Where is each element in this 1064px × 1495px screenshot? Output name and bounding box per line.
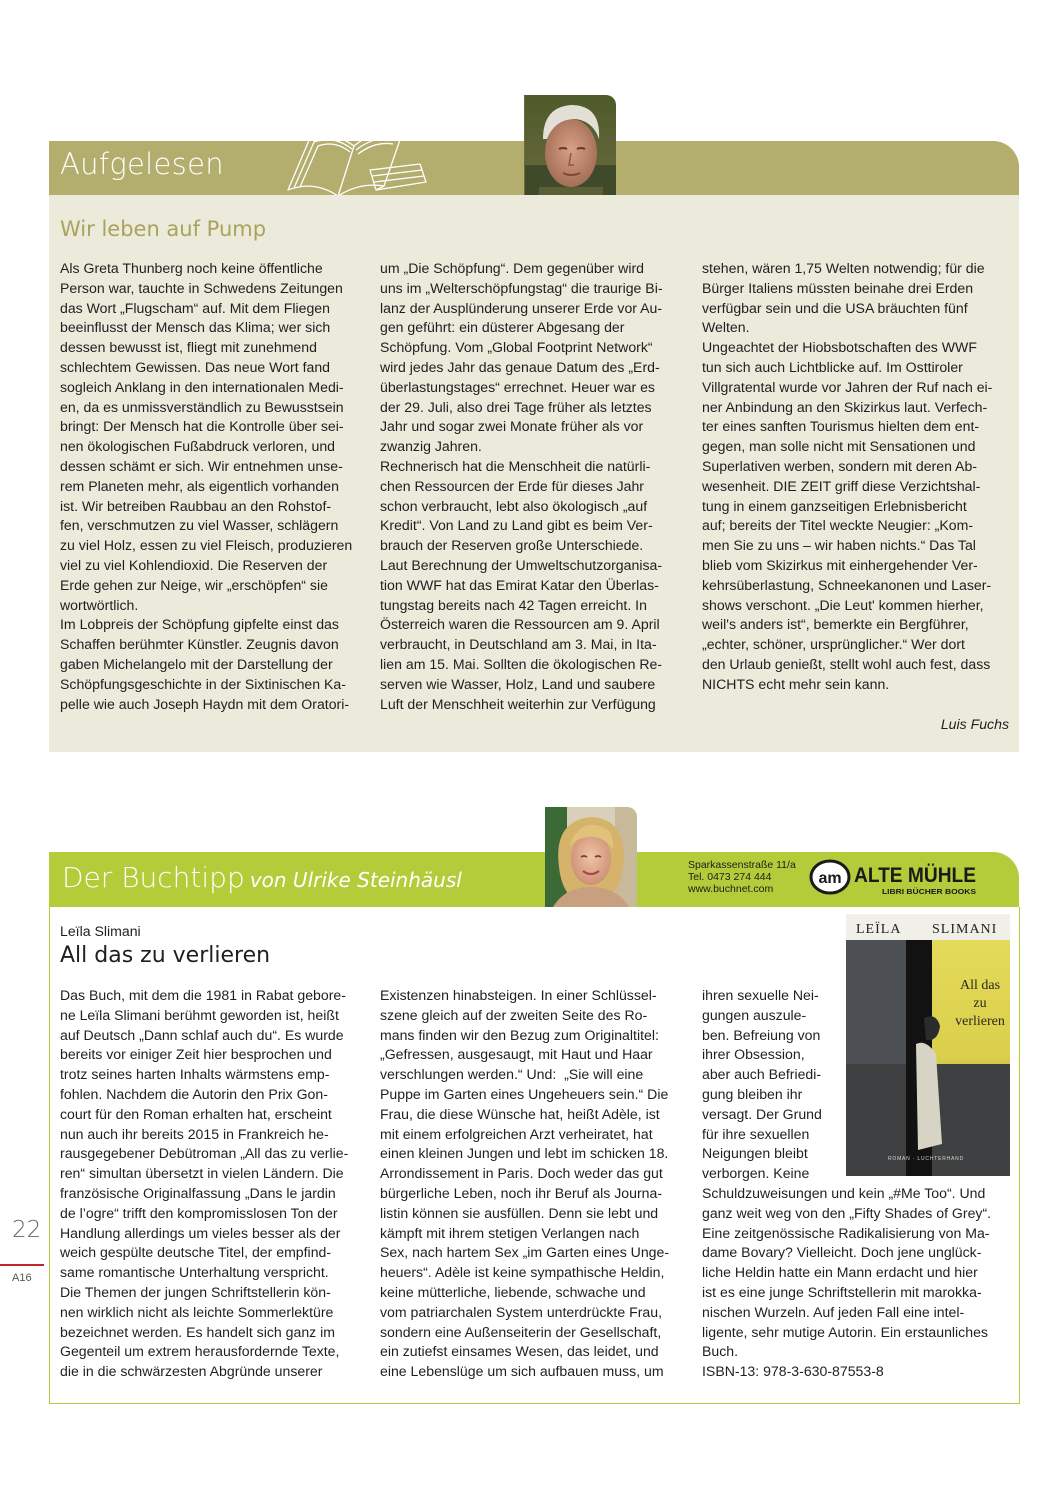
page-number: 22 bbox=[12, 1217, 42, 1243]
text-line: Handlung allerdings um vieles besser als der bbox=[60, 1224, 341, 1241]
text-line: gung bleiben ihr bbox=[702, 1085, 803, 1102]
text-line: tungstag bereits nach 42 Tagen erreicht. In bbox=[380, 596, 647, 613]
buchtipp-column-2 bbox=[380, 986, 690, 1382]
aufgelesen-column-3 bbox=[702, 259, 1012, 695]
text-line: gegen, man solle nicht mit Sensationen und bbox=[702, 438, 976, 455]
text-line: „Gefressen, ausgesaugt, mit Haut und Haar bbox=[380, 1046, 653, 1063]
text-line: Arrondissement in Paris. Doch weder das gut bbox=[380, 1165, 663, 1182]
text-line: heuers“. Adèle ist keine sympathische Heldin, bbox=[380, 1264, 665, 1281]
text-line: bürgerliche Leben, noch ihr Beruf als Journa- bbox=[380, 1184, 663, 1201]
text-line: ben. Befreiung von bbox=[702, 1026, 821, 1043]
text-line: Existenzen hinabsteigen. In einer Schlüssel- bbox=[380, 987, 657, 1003]
cover-author-last: SLIMANI bbox=[932, 922, 998, 937]
logo-name: ALTE MÜHLE bbox=[854, 864, 976, 887]
text-line: Welten. bbox=[702, 319, 750, 336]
text-line: blieb vom Skizirkus mit einhergehender Ver- bbox=[702, 556, 978, 573]
text-line: ist es eine junge Schriftstellerin mit marokka- bbox=[702, 1283, 982, 1300]
text-line: Die Themen der jungen Schriftstellerin kön- bbox=[60, 1283, 331, 1300]
text-line: Villgratental wurde vor Jahren der Ruf nach ei- bbox=[702, 378, 993, 395]
text-line: fohlen. Nachdem die Autorin den Prix Gon- bbox=[60, 1085, 328, 1102]
text-line: uns im „Welterschöpfungstag“ die traurige Bi- bbox=[380, 279, 663, 296]
buchtipp-column-1 bbox=[60, 986, 360, 1382]
cover-author-first: LEÏLA bbox=[856, 922, 902, 937]
text-line: chen Ressourcen der Erde für dieses Jahr bbox=[380, 477, 645, 494]
text-line: der 29. Juli, also drei Tage früher als letztes bbox=[380, 398, 652, 415]
cover-title-line: verlieren bbox=[955, 1014, 1005, 1029]
text-line: shows verschont. „Die Leut' kommen hierher, bbox=[702, 596, 984, 613]
aufgelesen-heading: Wir leben auf Pump bbox=[60, 217, 267, 241]
text-line: ner Anbindung an den Skizirkus laut. Verfech- bbox=[702, 398, 988, 415]
text-line: keine mütterliche, liebende, schwache und bbox=[380, 1283, 646, 1300]
aufgelesen-column-2 bbox=[380, 259, 690, 714]
text-line: verschlungen werden.“ Und: „Sie will eine bbox=[380, 1066, 644, 1083]
text-line: ihrer Obsession, bbox=[702, 1046, 805, 1063]
page-code: A16 bbox=[12, 1272, 32, 1284]
text-line: lanz der Ausplünderung unserer Erde vor Au- bbox=[380, 299, 663, 316]
text-line: schlechtem Gewissen. Das neue Wort fand bbox=[60, 358, 330, 375]
author-portrait-man bbox=[524, 95, 616, 195]
isbn: ISBN-13: 978-3-630-87553-8 bbox=[702, 1363, 884, 1380]
text-line: tun sich auch Lichtblicke auf. Im Osttiroler bbox=[702, 358, 963, 375]
text-line: nen wirklich nicht als leichte Sommerlektüre bbox=[60, 1303, 334, 1320]
text-line: einen kleinen Jungen und lebt im schicken 18. bbox=[380, 1145, 669, 1162]
text-line: same romantische Unterhaltung verspricht. bbox=[60, 1264, 329, 1281]
buchtipp-title-main: Der Buchtipp bbox=[62, 861, 245, 894]
text-line: stehen, wären 1,75 Welten notwendig; für die bbox=[702, 260, 985, 276]
text-line: „echter, schöner, ursprünglicher.“ Wer dort bbox=[702, 636, 965, 653]
text-line: überlastungstages“ errechnet. Heuer war es bbox=[380, 378, 655, 395]
text-line: ne Leïla Slimani berühmt geworden ist, heißt bbox=[60, 1006, 339, 1023]
text-line: Bürger Italiens müssten beinahe drei Erden bbox=[702, 279, 974, 296]
text-line: beeinflusst der Mensch das Klima; wer sich bbox=[60, 319, 331, 336]
text-line: Person war, tauchte in Schwedens Zeitungen bbox=[60, 279, 343, 296]
text-line: nen ökologischen Fußabdruck verloren, und bbox=[60, 438, 335, 455]
text-line: auf Deutsch „Dann schlaf auch du“. Es wurde bbox=[60, 1026, 344, 1043]
text-line: Schaffen berühmter Künstler. Zeugnis davon bbox=[60, 636, 339, 653]
text-line: bezeichnet werden. Es handelt sich ganz im bbox=[60, 1323, 335, 1340]
text-line: Superlativen werben, sondern mit deren Ab- bbox=[702, 457, 977, 474]
shop-website: www.buchnet.com bbox=[688, 883, 774, 895]
book-title: All das zu verlieren bbox=[60, 943, 271, 968]
logo-mark: am bbox=[818, 870, 842, 887]
text-line: um „Die Schöpfung“. Dem gegenüber wird bbox=[380, 260, 644, 276]
text-line: Kredit“. Von Land zu Land gibt es beim Ver- bbox=[380, 517, 653, 534]
author-portrait-woman bbox=[545, 807, 637, 907]
text-line: wird jedes Jahr das genaue Datum des „Erd- bbox=[380, 358, 660, 375]
text-line: den Urlaub genießt, stellt wohl auch fest, dass bbox=[702, 655, 991, 672]
text-line: für ihre sexuellen bbox=[702, 1125, 810, 1142]
alte-muehle-logo bbox=[808, 855, 980, 899]
text-line: verborgen. Keine bbox=[702, 1165, 810, 1182]
text-line: vom patriarchalen System unterdrückte Frau, bbox=[380, 1303, 662, 1320]
text-line: Österreich waren die Ressourcen am 9. April bbox=[380, 616, 660, 633]
text-line: bringt: Der Mensch hat die Kontrolle über sei- bbox=[60, 418, 344, 435]
text-line: fen, verschmutzen zu viel Wasser, schlägern bbox=[60, 517, 339, 534]
text-line: weil's anders ist“, bemerkte ein Bergführer, bbox=[702, 616, 969, 633]
text-line: Jahr und sogar zwei Monate früher als vor bbox=[380, 418, 644, 435]
text-line: dessen bewusst ist, fliegt mit zunehmend bbox=[60, 339, 317, 356]
text-line: de l’ogre“ trifft den kompromisslosen Ton der bbox=[60, 1204, 338, 1221]
text-line: ganz weit weg von den „Fifty Shades of Grey“. bbox=[702, 1204, 992, 1221]
text-line: zu viel Holz, essen zu viel Fleisch, produzieren bbox=[60, 537, 353, 554]
text-line: NICHTS echt mehr sein kann. bbox=[702, 675, 890, 692]
text-line: auf; bereits der Titel weckte Neugier: „Kom- bbox=[702, 517, 974, 534]
text-line: brauch der Reserven große Unterschiede. bbox=[380, 537, 644, 554]
text-line: Frau, die diese Wünsche hat, heißt Adèle, ist bbox=[380, 1105, 660, 1122]
text-line: nischen Wurzeln. Auf jeden Fall eine intel- bbox=[702, 1303, 965, 1320]
text-line: mans finden wir den Bezug zum Originaltitel: bbox=[380, 1026, 659, 1043]
text-line: ist. Wir betreiben Raubbau an den Rohstof- bbox=[60, 497, 332, 514]
text-line: men Sie zu uns – wir haben nichts.“ Das Tal bbox=[702, 537, 976, 554]
text-line: kämpft mit ihrem stetigen Verlangen nach bbox=[380, 1224, 640, 1241]
cover-title-line: All das bbox=[959, 978, 1001, 993]
text-line: trotz seines harten Inhalts wärmstens emp- bbox=[60, 1066, 330, 1083]
cover-title-line: zu bbox=[973, 996, 987, 1011]
text-line: Als Greta Thunberg noch keine öffentliche bbox=[60, 260, 323, 276]
text-line: gaben Michelangelo mit der Darstellung der bbox=[60, 655, 333, 672]
text-line: ihren sexuelle Nei- bbox=[702, 987, 819, 1003]
text-line: Luft der Menschheit weiterhin zur Verfügung bbox=[380, 695, 656, 712]
text-line: listin können sie ausfüllen. Denn sie lebt und bbox=[380, 1204, 659, 1221]
text-line: tion WWF hat das Emirat Katar den Überlas- bbox=[380, 576, 659, 593]
text-line: Im Lobpreis der Schöpfung gipfelte einst das bbox=[60, 616, 339, 633]
text-line: wesenheit. DIE ZEIT griff diese Verzichtshal- bbox=[702, 477, 981, 494]
text-line: ren“ simultan übersetzt in vielen Ländern. Die bbox=[60, 1165, 344, 1182]
text-line: bereits vor einiger Zeit hier besprochen und bbox=[60, 1046, 332, 1063]
text-line: nun auch ihr bereits 2015 in Frankreich he- bbox=[60, 1125, 329, 1142]
text-line: ein zutiefst einsames Wesen, das leidet, und bbox=[380, 1343, 659, 1360]
text-line: schon verbraucht, lebt also ökologisch „auf bbox=[380, 497, 648, 514]
text-line: dame Bovary? Vielleicht. Doch jene unglück- bbox=[702, 1244, 982, 1261]
text-line: Schöpfung. Vom „Global Footprint Network“ bbox=[380, 339, 653, 356]
open-book-icon bbox=[280, 116, 430, 198]
text-line: rem Planeten mehr, als eigentlich vorhanden bbox=[60, 477, 339, 494]
aufgelesen-column-1 bbox=[60, 259, 360, 714]
text-line: ligente, sehr mutige Autorin. Ein erstaunliches bbox=[702, 1323, 988, 1340]
buchtipp-title bbox=[62, 861, 462, 894]
text-line: verbraucht, in Deutschland am 3. Mai, in Ita- bbox=[380, 636, 657, 653]
text-line: Eine zeitgenössische Radikalisierung von Ma- bbox=[702, 1224, 990, 1241]
text-line: die in die schwärzesten Abgründe unserer bbox=[60, 1363, 323, 1380]
text-line: versagt. Der Grund bbox=[702, 1105, 822, 1122]
text-line: aber auch Befriedi- bbox=[702, 1066, 822, 1083]
text-line: Puppe im Garten eines Ungeheuers sein.“ Die bbox=[380, 1085, 669, 1102]
text-line: serven wie Wasser, Holz, Land und saubere bbox=[380, 675, 656, 692]
cover-publisher: ROMAN · LUCHTERHAND bbox=[887, 1156, 965, 1162]
text-line: verfügbar sein und die USA bräuchten fünf bbox=[702, 299, 968, 316]
text-line: lien am 15. Mai. Sollten die ökologischen Re- bbox=[380, 655, 663, 672]
text-line: gen geführt: ein düsterer Abgesang der bbox=[380, 319, 625, 336]
shop-street: Sparkassenstraße 11/a bbox=[688, 859, 796, 871]
text-line: Rechnerisch hat die Menschheit die natürli- bbox=[380, 457, 651, 474]
text-line: Ungeachtet der Hiobsbotschaften des WWF bbox=[702, 339, 977, 356]
text-line: sondern eine Außenseiterin der Gesellschaft, bbox=[380, 1323, 662, 1340]
text-line: mit einem erfolgreichen Arzt verheiratet, hat bbox=[380, 1125, 653, 1142]
text-line: zwanzig Jahren. bbox=[380, 438, 482, 455]
text-line: eine Lebenslüge um sich aufbauen muss, um bbox=[380, 1363, 664, 1380]
shop-phone: Tel. 0473 274 444 bbox=[688, 871, 772, 883]
text-line: Schuldzuweisungen und kein „#Me Too“. Und bbox=[702, 1184, 986, 1201]
shop-address bbox=[688, 859, 796, 895]
text-line: ter eines sanften Tourismus hielten dem ent- bbox=[702, 418, 980, 435]
text-line: viel zu viel Kohlendioxid. Die Reserven der bbox=[60, 556, 328, 573]
text-line: Buch. bbox=[702, 1343, 739, 1360]
text-line: gungen auszule- bbox=[702, 1006, 807, 1023]
text-line: liche Heldin hatte ein Mann erdacht und hier bbox=[702, 1264, 978, 1281]
page-number-rule bbox=[0, 1264, 44, 1266]
text-line: court für den Roman erhalten hat, erscheint bbox=[60, 1105, 332, 1122]
text-line: tung in einem ganzseitigen Erlebnisbericht bbox=[702, 497, 967, 514]
article-author: Luis Fuchs bbox=[940, 716, 1009, 732]
text-line: Sex, nach hartem Sex „im Garten eines Unge- bbox=[380, 1244, 670, 1261]
text-line: pelle wie auch Joseph Haydn mit dem Oratori- bbox=[60, 695, 350, 712]
text-line: Das Buch, mit dem die 1981 in Rabat gebore- bbox=[60, 987, 346, 1003]
text-line: wortwörtlich. bbox=[60, 596, 139, 613]
text-line: das Wort „Flugscham“ auf. Mit dem Fliegen bbox=[60, 299, 330, 316]
text-line: sogleich Anklang in den internationalen Medi- bbox=[60, 378, 344, 395]
text-line: französische Originalfassung „Dans le jardin bbox=[60, 1184, 336, 1201]
text-line: Schöpfungsgeschichte in der Sixtinischen Ka- bbox=[60, 675, 346, 692]
text-line: Gegenteil um extrem herausfordernde Texte, bbox=[60, 1343, 340, 1360]
text-line: Laut Berechnung der Umweltschutzorganisa- bbox=[380, 556, 663, 573]
logo-tagline: LIBRI BÜCHER BOOKS bbox=[882, 887, 976, 896]
text-line: weich gespülte deutsche Titel, der empfind- bbox=[60, 1244, 332, 1261]
text-line: szene gleich auf der zweiten Seite des Ro- bbox=[380, 1006, 648, 1023]
book-author: Leïla Slimani bbox=[60, 923, 141, 939]
buchtipp-column-3 bbox=[702, 986, 1017, 1382]
text-line: en, da es unmissverständlich zu Bewusstsein bbox=[60, 398, 344, 415]
buchtipp-byline: von Ulrike Steinhäusl bbox=[249, 868, 462, 892]
text-line: rausgegebener Debütroman „All das zu verlie- bbox=[60, 1145, 349, 1162]
text-line: Neigungen bleibt bbox=[702, 1145, 808, 1162]
text-line: Erde gehen zur Neige, wir „erschöpfen“ sie bbox=[60, 576, 328, 593]
text-line: kehrsüberlastung, Schneekanonen und Laser- bbox=[702, 576, 992, 593]
aufgelesen-title: Aufgelesen bbox=[60, 147, 224, 181]
text-line: dessen schämt er sich. Wir entnehmen unse- bbox=[60, 457, 343, 474]
